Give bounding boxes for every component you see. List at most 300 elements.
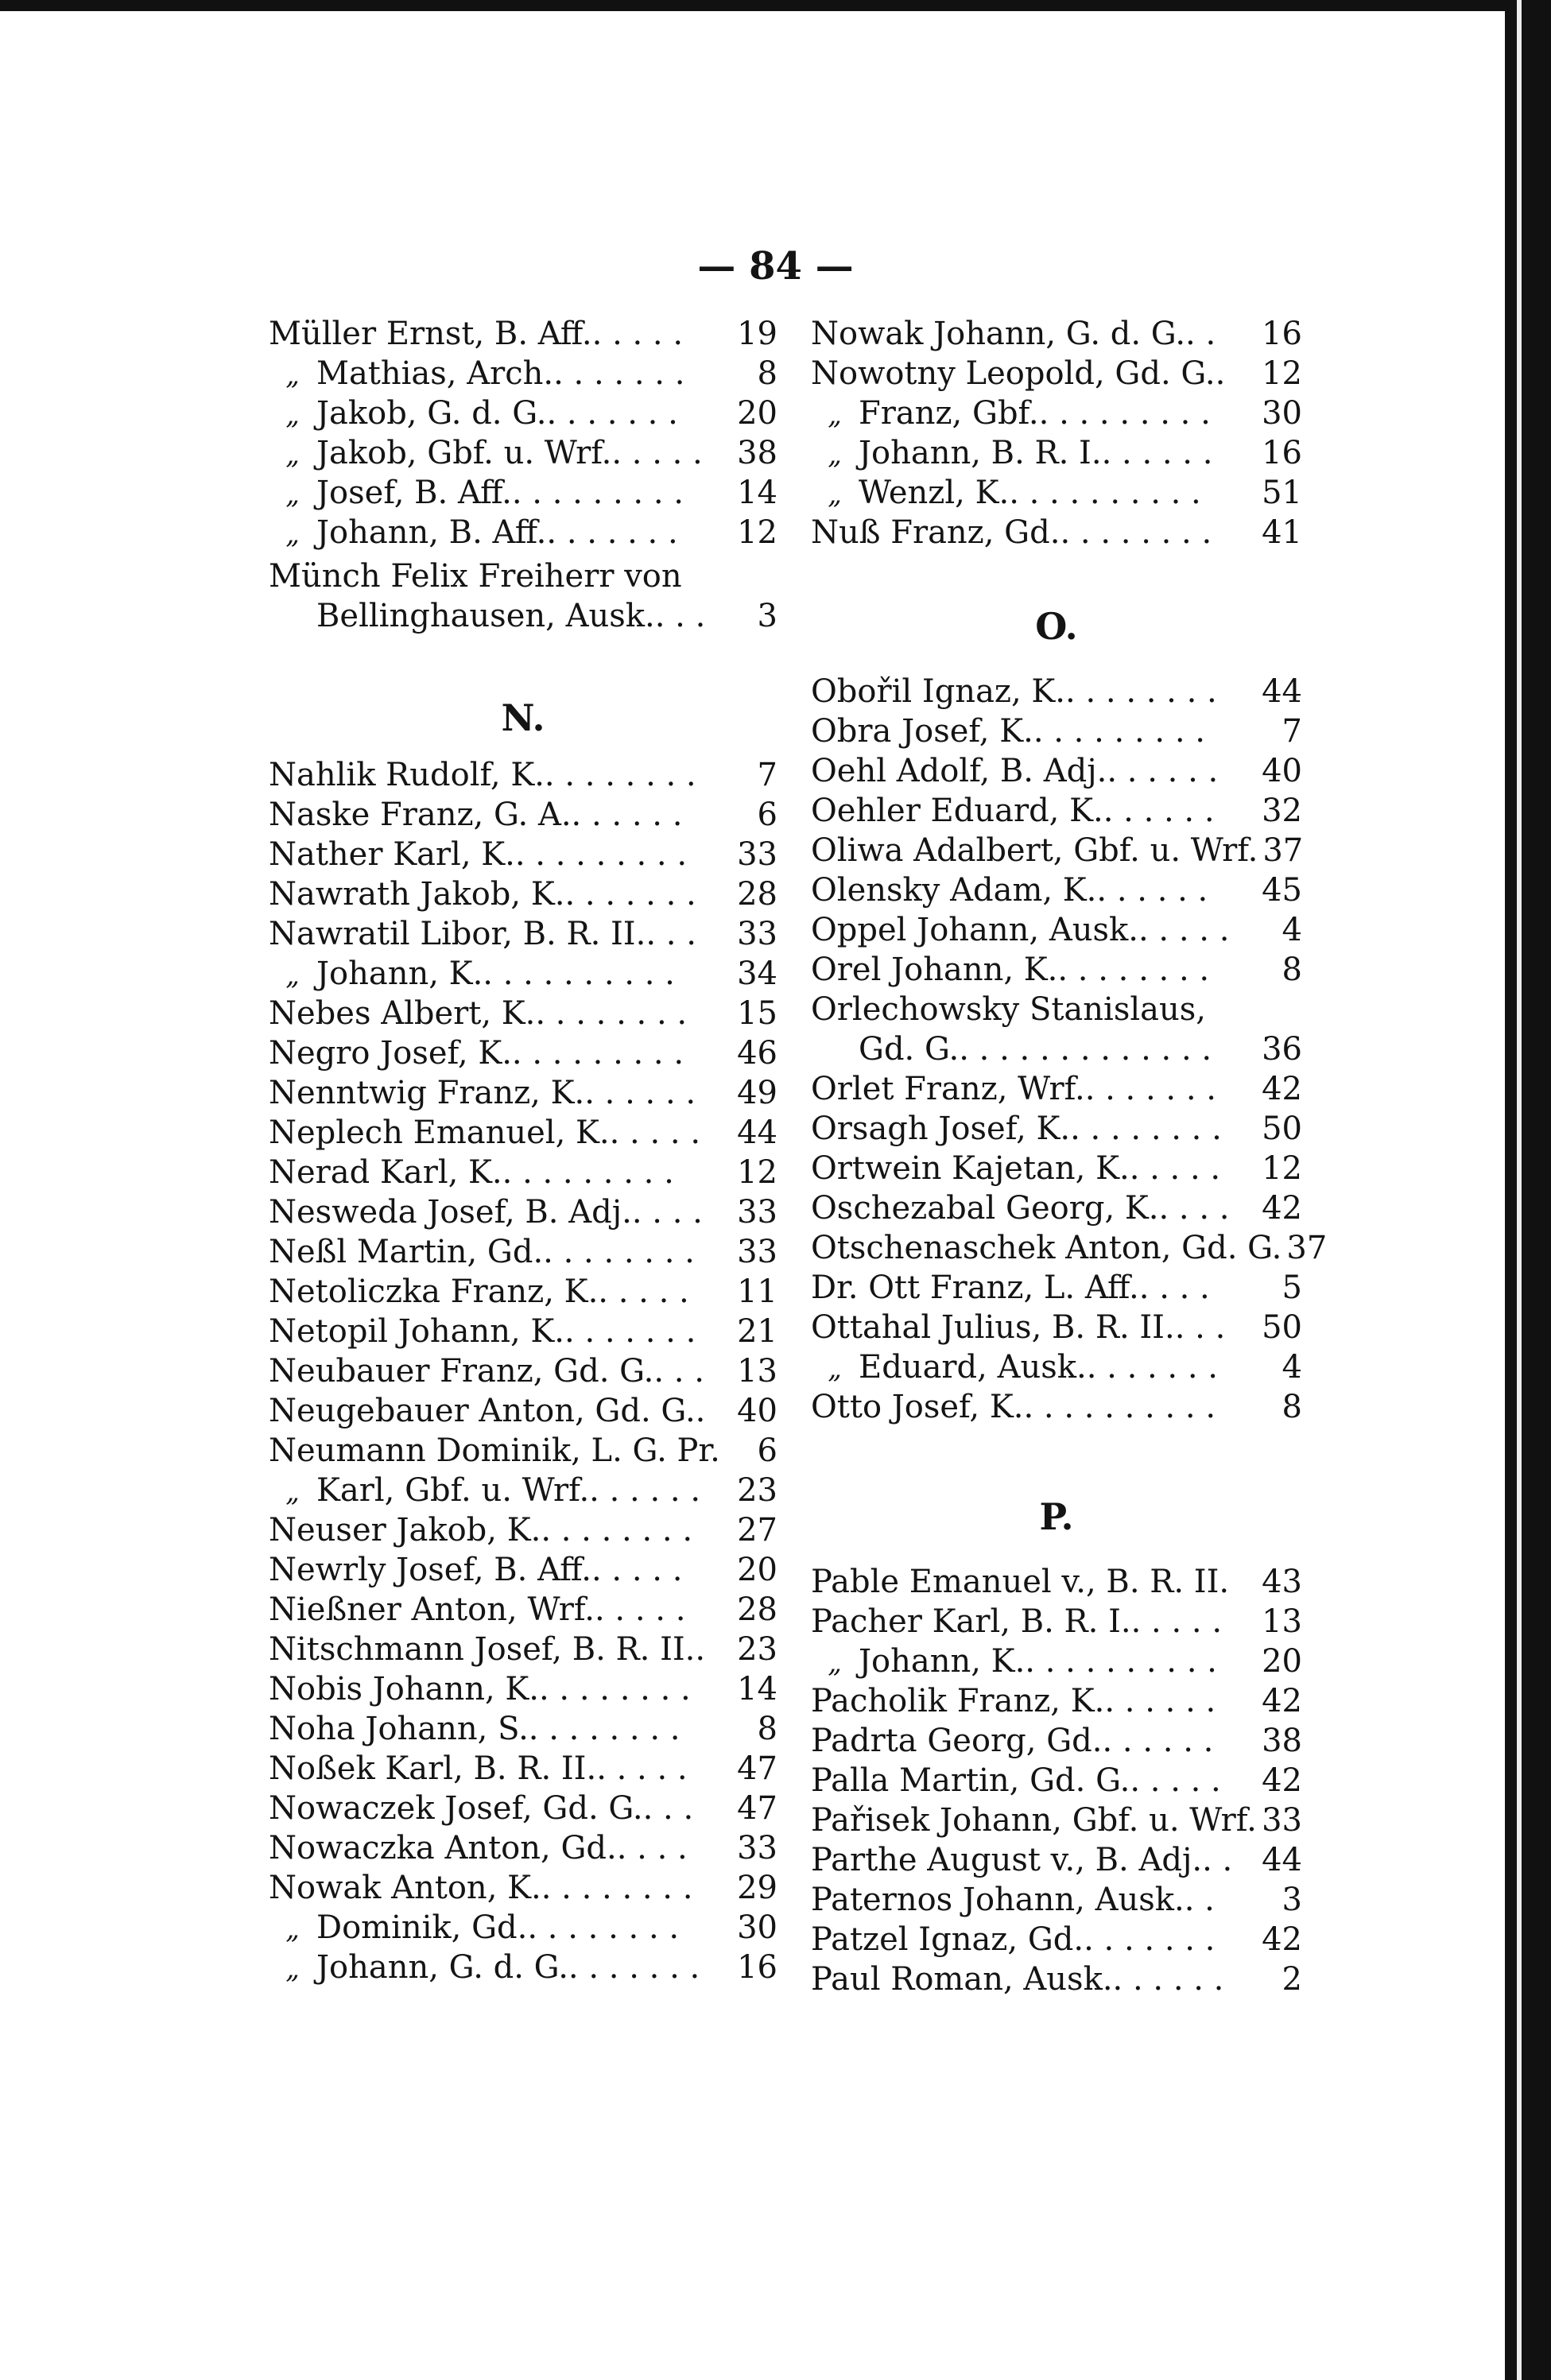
index-entry [269,914,777,954]
entry-page-number: 8 [1282,952,1302,988]
entry-page-number: 15 [737,995,777,1032]
index-entry [811,1801,1302,1840]
index-entry [269,354,777,393]
index-entry [269,755,777,795]
entry-page-number: 12 [737,1154,777,1191]
dot-leader: . . . . . . . [1086,1349,1218,1386]
entry-name: Nobis Johann, K. [269,1671,539,1707]
entry-name: Johann, B. Aff. [316,514,547,551]
ditto-mark: „ [828,439,842,471]
entry-page-number: 5 [1282,1269,1302,1306]
dot-leader: . . . . . [609,1114,701,1151]
entry-name: Oschezabal Georg, K. [811,1190,1159,1227]
entry-name: Newrly Josef, B. Aff. [269,1552,591,1588]
dot-leader: . . . . . . . [1084,1071,1216,1107]
entry-name: Mathias, Arch. [316,355,554,392]
dot-leader: . . . [646,916,696,952]
dot-leader: . . . . . [1130,1603,1223,1640]
dot-leader: . [1215,355,1226,392]
ditto-mark: „ [285,479,300,510]
index-entry [269,556,777,596]
scan-edge-right-inner [1517,0,1522,2380]
entry-name: Nowaczek Josef, Gd. G. [269,1790,643,1827]
index-entry [811,1681,1302,1721]
entry-name: Johann, B. R. I. [859,435,1102,471]
entry-page-number: 23 [737,1631,777,1668]
index-entry [811,1308,1302,1347]
index-entry [811,1149,1302,1188]
index-entry [269,1113,777,1153]
index-entry [269,1153,777,1192]
entry-name: Bellinghausen, Ausk. [316,598,655,634]
dot-leader: . . . . . . . . [1065,673,1217,710]
index-entry [811,751,1302,791]
dot-leader: . . . . . . . [1084,1921,1216,1958]
index-entry [811,672,1302,711]
entry-name: Nießner Anton, Wrf. [269,1591,595,1628]
index-entry [269,1431,777,1471]
entry-page-number: 7 [1282,713,1302,750]
entry-page-number: 44 [1262,1842,1302,1878]
index-entry [269,1232,777,1272]
entry-page-number: 37 [1286,1230,1328,1266]
ditto-mark: „ [828,479,842,510]
index-entry [269,1749,777,1789]
ditto-mark: „ [285,1913,300,1945]
ditto-mark: „ [285,359,300,391]
index-entry [811,990,1302,1029]
dot-leader: . . . . . . . [553,355,685,392]
entry-name: Noha Johann, S. [269,1711,529,1747]
index-entry [269,393,777,433]
entry-name: Olensky Adam, K. [811,872,1097,909]
dot-leader: . [695,1393,706,1429]
index-entry [811,314,1302,354]
entry-name: Dr. Ott Franz, L. Aff. [811,1269,1139,1306]
entry-name: Johann, K. [316,955,483,992]
scan-edge-right [1505,0,1551,2380]
index-entry [811,1920,1302,1959]
dot-leader: . . . . . . . . [1070,1111,1222,1147]
entry-page-number: 42 [1262,1921,1302,1958]
entry-page-number: 11 [737,1273,777,1310]
dot-leader: . . . . . [1130,1762,1221,1799]
entry-page-number: 33 [737,916,777,952]
dot-leader: . . . . . [594,1591,686,1628]
index-entry [269,1868,777,1908]
entry-page-number: 37 [1262,832,1304,869]
dot-leader: . . . . . . [1112,1961,1224,1998]
section-heading: O. [1035,605,1078,648]
entry-name: Nenntwig Franz, K. [269,1075,585,1111]
ditto-mark: „ [285,959,300,991]
dot-leader: . . . . . [611,435,703,471]
index-entry [811,433,1302,473]
dot-leader: . . . . . [596,1750,688,1787]
entry-name: Johann, K. [859,1643,1026,1680]
dot-leader: . . . . . . . . . [1033,713,1205,750]
dot-leader: . . [1202,1842,1233,1878]
dot-leader: . . . . . [591,1552,683,1588]
dot-leader: . . . . . . . . . . [1023,1389,1216,1425]
entry-name: Josef, B. Aff. [316,475,512,511]
index-entry [811,1387,1302,1427]
entry-page-number: 40 [737,1393,777,1429]
entry-name: Neuser Jakob, K. [269,1512,541,1549]
entry-name: Pařisek Johann, Gbf. u. Wrf. [811,1802,1257,1839]
entry-page-number: 47 [737,1790,777,1827]
entry-page-number: 46 [737,1035,777,1072]
entry-name: Oppel Johann, Ausk. [811,912,1138,948]
entry-name: Paul Roman, Ausk. [811,1961,1113,1998]
index-entry [269,1391,777,1431]
entry-page-number: 44 [1262,673,1302,710]
entry-page-number: 50 [1262,1309,1302,1346]
entry-page-number: 4 [1282,1349,1302,1386]
entry-name: Orel Johann, K. [811,952,1058,988]
entry-name: Palla Martin, Gd. G. [811,1762,1130,1799]
entry-name: Nather Karl, K. [269,836,515,873]
index-entry [269,954,777,994]
ditto-mark: „ [285,399,300,431]
entry-page-number: 7 [757,757,777,793]
dot-leader: . . . . . . [1103,793,1215,829]
entry-page-number: 6 [757,797,777,833]
entry-name: Nahlik Rudolf, K. [269,757,545,793]
index-entry [811,1959,1302,1999]
index-entry [269,1272,777,1312]
dot-leader: . . . [642,1790,694,1827]
entry-name: Otschenaschek Anton, Gd. G. [811,1230,1282,1266]
ditto-mark: „ [828,1647,842,1679]
entry-page-number: 33 [737,836,777,873]
dot-leader: . . . . . [591,316,684,352]
entry-page-number: 8 [757,355,777,392]
index-entry [269,795,777,835]
entry-name: Orlet Franz, Wrf. [811,1071,1085,1107]
dot-leader: . . . . . . . . . [511,475,684,511]
entry-page-number: 3 [757,598,777,634]
entry-name: Franz, Gbf. [859,395,1039,432]
entry-name: Oehler Eduard, K. [811,793,1103,829]
entry-page-number: 42 [1262,1683,1302,1719]
entry-page-number: 41 [1262,514,1302,551]
dot-leader: . . . . . . . . . [1038,395,1211,432]
entry-page-number: 13 [737,1353,777,1390]
entry-page-number: 38 [1262,1723,1302,1759]
entry-page-number: 47 [737,1750,777,1787]
entry-name: Nowaczka Anton, Gd. [269,1830,617,1866]
dot-leader: . . [1184,1882,1215,1918]
dot-leader: . . . . . . . [568,1949,700,1986]
entry-name: Obořil Ignaz, K. [811,673,1066,710]
entry-page-number: 42 [1262,1190,1302,1227]
entry-name: Pacher Karl, B. R. I. [811,1603,1131,1640]
dot-leader: . . . . . . . . [1057,952,1210,988]
entry-name: Nawrath Jakob, K. [269,876,565,913]
index-entry [269,1312,777,1351]
entry-page-number: 20 [1262,1643,1302,1680]
index-entry [811,1228,1328,1268]
entry-page-number: 33 [737,1194,777,1231]
entry-name: Jakob, Gbf. u. Wrf. [316,435,612,471]
entry-page-number: 50 [1262,1111,1302,1147]
dot-leader: . . . . . [598,1273,689,1310]
dot-leader: . . . . [616,1830,688,1866]
dot-leader: . . . . . . [1107,753,1219,789]
index-entry [269,1789,777,1828]
entry-page-number: 28 [737,876,777,913]
index-entry [269,473,777,513]
entry-page-number: 6 [757,1432,777,1469]
entry-name: Oliwa Adalbert, Gbf. u. Wrf. [811,832,1258,869]
dot-leader: . . [1185,316,1216,352]
dot-leader: . . . . [631,1194,703,1231]
index-entry [269,1351,777,1391]
dot-leader: . . . . . . . . . [502,1154,674,1191]
dot-leader: . . . . . . . . . [514,836,688,873]
entry-page-number: 13 [1262,1603,1302,1640]
ditto-mark: „ [285,1476,300,1508]
index-entry [811,513,1302,552]
index-entry [269,1510,777,1550]
entry-page-number: 34 [737,955,777,992]
index-entry [269,314,777,354]
entry-name: Nebes Albert, K. [269,995,536,1032]
dot-leader: . . . . . . [1102,1723,1214,1759]
index-entry [811,393,1302,433]
entry-page-number: 3 [1282,1882,1302,1918]
entry-name: Nesweda Josef, B. Adj. [269,1194,632,1231]
dot-leader: . . . . . . [589,1472,701,1509]
dot-leader: . . . . . . [1096,872,1208,909]
index-entry [811,1880,1302,1920]
entry-name: Neumann Dominik, L. G. Pr. [269,1432,720,1469]
entry-name: Nowak Johann, G. d. G. [811,316,1186,352]
dot-leader: . . . . . . . . [528,1711,681,1747]
ditto-mark: „ [285,518,300,550]
index-entry [269,994,777,1033]
index-entry [811,1109,1302,1149]
entry-page-number: 33 [737,1830,777,1866]
entry-name: Parthe August v., B. Adj. [811,1842,1203,1878]
index-entry [811,910,1302,950]
entry-page-number: 42 [1262,1762,1302,1799]
entry-page-number: 2 [1282,1961,1302,1998]
entry-name: Pacholik Franz, K. [811,1683,1105,1719]
dot-leader: . . . . . . . . [1060,514,1212,551]
index-entry [269,1630,777,1669]
entry-name: Obra Josef, K. [811,713,1033,750]
index-entry [269,1948,777,1987]
entry-name: Jakob, G. d. G. [316,395,547,432]
entry-page-number: 33 [1262,1802,1302,1839]
entry-name: Netoliczka Franz, K. [269,1273,599,1310]
index-entry [269,1669,777,1709]
entry-page-number: 19 [737,316,777,352]
dot-leader: . . . [653,1353,704,1390]
dot-leader: . . . . . . . . [539,1671,691,1707]
index-entry [269,835,777,874]
index-entry [811,1642,1302,1681]
entry-name: Nitschmann Josef, B. R. II. [269,1631,696,1668]
entry-name: Nawratil Libor, B. R. II. [269,916,646,952]
index-entry [269,1073,777,1113]
entry-page-number: 12 [737,514,777,551]
entry-name: Negro Josef, K. [269,1035,512,1072]
entry-page-number: 27 [737,1512,777,1549]
dot-leader: . . . . [1138,1269,1210,1306]
entry-page-number: 38 [737,435,777,471]
index-entry [811,870,1302,910]
entry-name: Patzel Ignaz, Gd. [811,1921,1084,1958]
dot-leader: . . . . . . . [564,876,696,913]
index-entry [269,1709,777,1749]
entry-name: Nowotny Leopold, Gd. G. [811,355,1216,392]
dot-leader: . . . . . . . [546,514,678,551]
index-entry [811,1069,1302,1109]
entry-page-number: 29 [737,1870,777,1906]
entry-page-number: 43 [1262,1564,1302,1600]
dot-leader: . . . . . . . . [541,1512,693,1549]
entry-page-number: 40 [1262,753,1302,789]
entry-page-number: 30 [1262,395,1302,432]
entry-name: Wenzl, K. [859,475,1010,511]
index-entry [811,791,1302,831]
index-entry [811,1721,1302,1761]
ditto-mark: „ [828,399,842,431]
dot-leader: . . . [654,598,706,634]
index-entry [811,473,1302,513]
index-entry [269,874,777,914]
index-entry [269,596,777,636]
scan-edge-top [0,0,1551,11]
entry-name: Dominik, Gd. [316,1909,528,1946]
entry-name: Müller Ernst, B. Aff. [269,316,592,352]
entry-name: Karl, Gbf. u. Wrf. [316,1472,590,1509]
dot-leader: . . . . . . [571,797,683,833]
dot-leader: . . . . [1158,1190,1230,1227]
entry-page-number: 30 [737,1909,777,1946]
entry-name: Nowak Anton, K. [269,1870,541,1906]
entry-name: Nerad Karl, K. [269,1154,502,1191]
index-entry [269,1590,777,1630]
entry-page-number: 51 [1262,475,1302,511]
entry-page-number: 44 [737,1114,777,1151]
ditto-mark: „ [285,1953,300,1985]
index-entry [811,711,1302,751]
entry-page-number: 14 [737,475,777,511]
entry-name: Neplech Emanuel, K. [269,1114,610,1151]
dot-leader: . . . . . . . . [527,1909,680,1946]
dot-leader: . . . [1174,1309,1226,1346]
index-entry [811,354,1302,393]
ditto-mark: „ [828,1353,842,1385]
entry-page-number: 14 [737,1671,777,1707]
entry-name: Orsagh Josef, K. [811,1111,1071,1147]
entry-page-number: 20 [737,1552,777,1588]
dot-leader: . . . . . [1129,1150,1221,1187]
entry-name: Naske Franz, G. A. [269,797,572,833]
entry-name: Münch Felix Freiherr von [269,558,682,595]
index-entry [811,1562,1302,1602]
dot-leader: . . . . . [1138,912,1230,948]
entry-name: Neugebauer Anton, Gd. G. [269,1393,696,1429]
entry-page-number: 16 [1262,435,1302,471]
entry-page-number: 42 [1262,1071,1302,1107]
index-entry [811,831,1302,870]
dot-leader: . . . . . . . . [543,1234,695,1270]
entry-name: Otto Josef, K. [811,1389,1024,1425]
index-entry [811,1761,1302,1801]
index-entry [269,1550,777,1590]
index-entry [811,1268,1302,1308]
dot-leader: . . . . . . . . . . [1009,475,1201,511]
section-heading: N. [501,696,545,739]
entry-name: Gd. G. [859,1031,960,1068]
dot-leader: . . . . . . . . [544,757,696,793]
ditto-mark: „ [285,439,300,471]
dot-leader: . . . . . . . [546,395,678,432]
entry-page-number: 45 [1262,872,1302,909]
entry-page-number: 4 [1282,912,1302,948]
entry-page-number: 12 [1262,355,1302,392]
section-heading: P. [1039,1495,1074,1538]
entry-name: Paternos Johann, Ausk. [811,1882,1185,1918]
index-entry [269,513,777,552]
entry-name: Ortwein Kajetan, K. [811,1150,1130,1187]
entry-name: Johann, G. d. G. [316,1949,568,1986]
index-entry [811,950,1302,990]
entry-page-number: 16 [737,1949,777,1986]
entry-name: Oehl Adolf, B. Adj. [811,753,1107,789]
dot-leader: . . . . . . . . [535,995,688,1032]
entry-name: Noßek Karl, B. R. II. [269,1750,597,1787]
entry-page-number: 28 [737,1591,777,1628]
index-entry [811,1602,1302,1642]
page-number: — 84 — [697,244,854,289]
entry-name: Nuß Franz, Gd. [811,514,1060,551]
index-entry [269,1033,777,1073]
dot-leader: . . . . . . . . . . [483,955,675,992]
entry-name: Padrta Georg, Gd. [811,1723,1103,1759]
index-entry [811,1188,1302,1228]
index-entry [811,1347,1302,1387]
index-entry [269,1908,777,1948]
index-entry [269,1192,777,1232]
dot-leader: . . . . . . . . [541,1870,693,1906]
entry-page-number: 12 [1262,1150,1302,1187]
entry-name: Neßl Martin, Gd. [269,1234,544,1270]
entry-page-number: 8 [1282,1389,1302,1425]
entry-page-number: 16 [1262,316,1302,352]
dot-leader: . . . . . . [1101,435,1213,471]
dot-leader: . . . . . . . . . . . . . [959,1031,1212,1068]
dot-leader: . [695,1631,706,1668]
dot-leader: . . . . . . . [564,1313,696,1350]
entry-page-number: 36 [1262,1031,1302,1068]
entry-page-number: 20 [737,395,777,432]
index-entry [811,1029,1302,1069]
dot-leader: . . . . . . . . . . [1025,1643,1217,1680]
index-entry [269,1828,777,1868]
entry-page-number: 49 [737,1075,777,1111]
entry-name: Neubauer Franz, Gd. G. [269,1353,654,1390]
entry-name: Netopil Johann, K. [269,1313,565,1350]
dot-leader: . . . . . . [1104,1683,1216,1719]
entry-name: Ottahal Julius, B. R. II. [811,1309,1175,1346]
index-entry [811,1840,1302,1880]
